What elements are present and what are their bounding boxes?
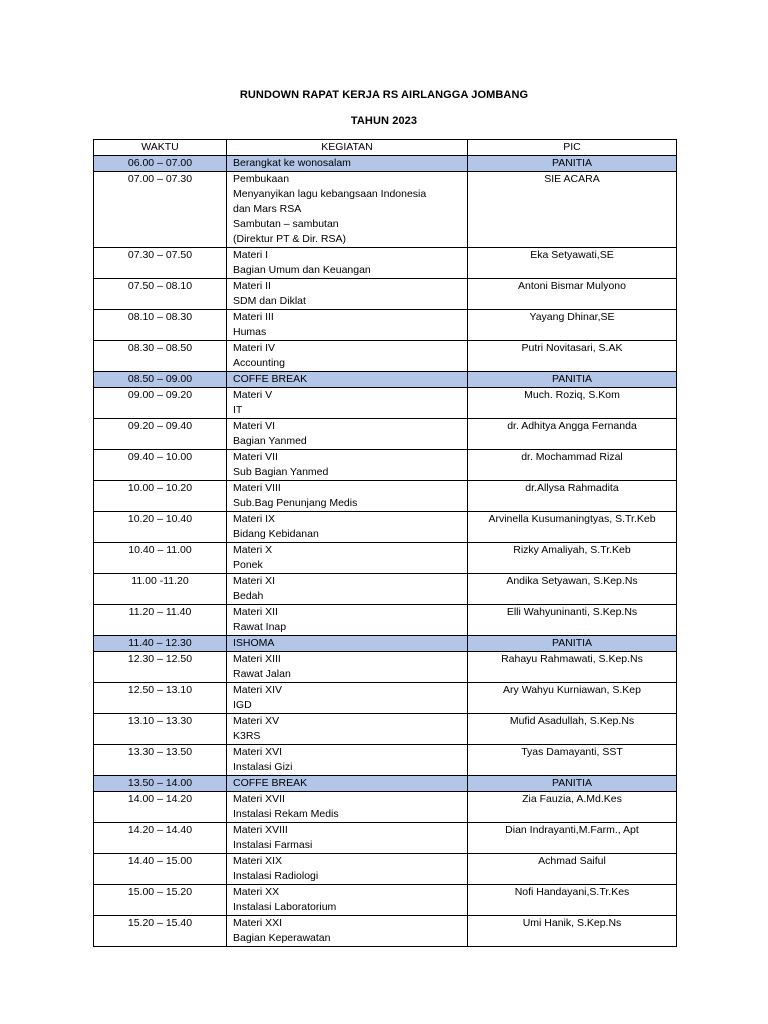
kegiatan-line: Materi XIV — [233, 684, 283, 696]
kegiatan-line: Sub Bagian Yanmed — [233, 466, 329, 478]
cell-waktu: 10.40 – 11.00 — [94, 543, 227, 574]
cell-pic: PANITIA — [468, 372, 677, 388]
kegiatan-line: Bidang Kebidanan — [233, 528, 319, 540]
kegiatan-line: Materi V — [233, 389, 273, 401]
kegiatan-line: Materi III — [233, 311, 274, 323]
table-row — [94, 279, 677, 310]
cell-waktu: 06.00 – 07.00 — [94, 156, 227, 172]
table-row — [94, 652, 677, 683]
cell-waktu: 08.50 – 09.00 — [94, 372, 227, 388]
cell-waktu: 07.00 – 07.30 — [94, 172, 227, 248]
cell-kegiatan — [227, 714, 468, 745]
cell-waktu: 09.40 – 10.00 — [94, 450, 227, 481]
table-row — [94, 310, 677, 341]
kegiatan-line: Instalasi Gizi — [233, 761, 293, 773]
cell-waktu: 12.50 – 13.10 — [94, 683, 227, 714]
cell-pic: Putri Novitasari, S.AK — [468, 341, 677, 372]
header-pic: PIC — [468, 140, 677, 156]
kegiatan-line: Berangkat ke wonosalam — [233, 157, 351, 169]
kegiatan-line: Bagian Umum dan Keuangan — [233, 264, 371, 276]
cell-kegiatan — [227, 885, 468, 916]
table-row — [94, 792, 677, 823]
kegiatan-line: Materi XIX — [233, 855, 283, 867]
cell-pic: Rahayu Rahmawati, S.Kep.Ns — [468, 652, 677, 683]
table-row — [94, 823, 677, 854]
kegiatan-line: Menyanyikan lagu kebangsaan Indonesia — [233, 188, 427, 200]
cell-kegiatan — [227, 823, 468, 854]
cell-kegiatan — [227, 776, 468, 792]
cell-waktu: 11.00 -11.20 — [94, 574, 227, 605]
table-row — [94, 574, 677, 605]
cell-waktu: 07.30 – 07.50 — [94, 248, 227, 279]
kegiatan-line: Instalasi Laboratorium — [233, 901, 337, 913]
kegiatan-line: Materi XVIII — [233, 824, 288, 836]
cell-pic: Dian Indrayanti,M.Farm., Apt — [468, 823, 677, 854]
table-row — [94, 450, 677, 481]
cell-pic: Rizky Amaliyah, S.Tr.Keb — [468, 543, 677, 574]
kegiatan-line: Humas — [233, 326, 267, 338]
table-row — [94, 745, 677, 776]
kegiatan-line: ISHOMA — [233, 637, 275, 649]
cell-kegiatan — [227, 683, 468, 714]
table-row — [94, 683, 677, 714]
cell-kegiatan — [227, 543, 468, 574]
cell-kegiatan — [227, 450, 468, 481]
table-row — [94, 341, 677, 372]
kegiatan-line: Materi XIII — [233, 653, 281, 665]
kegiatan-line: Materi X — [233, 544, 273, 556]
cell-waktu: 11.40 – 12.30 — [94, 636, 227, 652]
cell-waktu: 13.30 – 13.50 — [94, 745, 227, 776]
cell-waktu: 08.30 – 08.50 — [94, 341, 227, 372]
cell-kegiatan — [227, 854, 468, 885]
table-row — [94, 156, 677, 172]
cell-pic: PANITIA — [468, 636, 677, 652]
cell-kegiatan — [227, 512, 468, 543]
kegiatan-line: Materi XVII — [233, 793, 285, 805]
kegiatan-line: Materi VII — [233, 451, 278, 463]
cell-kegiatan — [227, 372, 468, 388]
cell-kegiatan — [227, 172, 468, 248]
kegiatan-line: Sub.Bag Penunjang Medis — [233, 497, 358, 509]
kegiatan-line: IT — [233, 404, 243, 416]
cell-pic: Eka Setyawati,SE — [468, 248, 677, 279]
table-row — [94, 372, 677, 388]
cell-pic: PANITIA — [468, 156, 677, 172]
table-row — [94, 885, 677, 916]
cell-waktu: 09.20 – 09.40 — [94, 419, 227, 450]
table-body — [94, 156, 677, 947]
cell-pic: dr. Adhitya Angga Fernanda — [468, 419, 677, 450]
kegiatan-line: Materi II — [233, 280, 271, 292]
cell-pic: Antoni Bismar Mulyono — [468, 279, 677, 310]
cell-waktu: 15.00 – 15.20 — [94, 885, 227, 916]
cell-kegiatan — [227, 419, 468, 450]
cell-waktu: 11.20 – 11.40 — [94, 605, 227, 636]
table-row — [94, 776, 677, 792]
kegiatan-line: dan Mars RSA — [233, 203, 302, 215]
kegiatan-line: Materi XII — [233, 606, 278, 618]
cell-pic: Zia Fauzia, A.Md.Kes — [468, 792, 677, 823]
kegiatan-line: COFFE BREAK — [233, 373, 308, 385]
cell-pic: Much. Roziq, S.Kom — [468, 388, 677, 419]
header-waktu: WAKTU — [94, 140, 227, 156]
kegiatan-line: Materi XXI — [233, 917, 283, 929]
cell-waktu: 14.40 – 15.00 — [94, 854, 227, 885]
cell-pic: Achmad Saiful — [468, 854, 677, 885]
cell-waktu: 10.20 – 10.40 — [94, 512, 227, 543]
cell-waktu: 07.50 – 08.10 — [94, 279, 227, 310]
cell-kegiatan — [227, 652, 468, 683]
kegiatan-line: Materi IX — [233, 513, 276, 525]
kegiatan-line: Materi VI — [233, 420, 276, 432]
cell-waktu: 14.00 – 14.20 — [94, 792, 227, 823]
document-title: RUNDOWN RAPAT KERJA RS AIRLANGGA JOMBANG — [239, 89, 529, 101]
cell-pic: PANITIA — [468, 776, 677, 792]
kegiatan-line: Instalasi Rekam Medis — [233, 808, 339, 820]
kegiatan-line: Materi XV — [233, 715, 280, 727]
header-kegiatan: KEGIATAN — [227, 140, 468, 156]
cell-pic: Arvinella Kusumaningtyas, S.Tr.Keb — [468, 512, 677, 543]
cell-waktu: 08.10 – 08.30 — [94, 310, 227, 341]
table-header-row — [94, 140, 677, 156]
table-row — [94, 388, 677, 419]
cell-kegiatan — [227, 156, 468, 172]
kegiatan-line: (Direktur PT & Dir. RSA) — [233, 233, 346, 245]
cell-pic: Nofi Handayani,S.Tr.Kes — [468, 885, 677, 916]
kegiatan-line: Materi I — [233, 249, 269, 261]
kegiatan-line: Instalasi Radiologi — [233, 870, 319, 882]
cell-pic: Elli Wahyuninanti, S.Kep.Ns — [468, 605, 677, 636]
cell-pic: SIE ACARA — [468, 172, 677, 248]
cell-pic: Mufid Asadullah, S.Kep.Ns — [468, 714, 677, 745]
cell-waktu: 13.10 – 13.30 — [94, 714, 227, 745]
kegiatan-line: Materi XX — [233, 886, 280, 898]
kegiatan-line: Rawat Inap — [233, 621, 287, 633]
table-row — [94, 636, 677, 652]
kegiatan-line: Pembukaan — [233, 173, 290, 185]
cell-kegiatan — [227, 916, 468, 947]
cell-waktu: 13.50 – 14.00 — [94, 776, 227, 792]
table-row — [94, 512, 677, 543]
table-row — [94, 605, 677, 636]
cell-kegiatan — [227, 745, 468, 776]
cell-kegiatan — [227, 574, 468, 605]
table-row — [94, 916, 677, 947]
rundown-table — [93, 139, 677, 947]
kegiatan-line: Sambutan – sambutan — [233, 218, 339, 230]
cell-waktu: 12.30 – 12.50 — [94, 652, 227, 683]
table-row — [94, 248, 677, 279]
table-row — [94, 419, 677, 450]
cell-kegiatan — [227, 279, 468, 310]
cell-kegiatan — [227, 792, 468, 823]
cell-kegiatan — [227, 636, 468, 652]
kegiatan-line: Bedah — [233, 590, 264, 602]
table-row — [94, 481, 677, 512]
kegiatan-line: Rawat Jalan — [233, 668, 291, 680]
cell-pic: dr.Allysa Rahmadita — [468, 481, 677, 512]
kegiatan-line: Instalasi Farmasi — [233, 839, 313, 851]
cell-waktu: 15.20 – 15.40 — [94, 916, 227, 947]
kegiatan-line: K3RS — [233, 730, 261, 742]
kegiatan-line: Bagian Yanmed — [233, 435, 307, 447]
kegiatan-line: COFFE BREAK — [233, 777, 308, 789]
cell-kegiatan — [227, 481, 468, 512]
cell-waktu: 14.20 – 14.40 — [94, 823, 227, 854]
cell-waktu: 09.00 – 09.20 — [94, 388, 227, 419]
kegiatan-line: Accounting — [233, 357, 285, 369]
table-row — [94, 714, 677, 745]
cell-pic: Yayang Dhinar,SE — [468, 310, 677, 341]
table-row — [94, 854, 677, 885]
kegiatan-line: IGD — [233, 699, 252, 711]
kegiatan-line: SDM dan Diklat — [233, 295, 306, 307]
cell-pic: Ary Wahyu Kurniawan, S.Kep — [468, 683, 677, 714]
cell-kegiatan — [227, 310, 468, 341]
kegiatan-line: Bagian Keperawatan — [233, 932, 331, 944]
cell-kegiatan — [227, 341, 468, 372]
table-row — [94, 172, 677, 248]
kegiatan-line: Materi XVI — [233, 746, 283, 758]
kegiatan-line: Materi IV — [233, 342, 276, 354]
cell-pic: Andika Setyawan, S.Kep.Ns — [468, 574, 677, 605]
cell-waktu: 10.00 – 10.20 — [94, 481, 227, 512]
document-subtitle: TAHUN 2023 — [350, 115, 418, 127]
cell-kegiatan — [227, 388, 468, 419]
cell-pic: dr. Mochammad Rizal — [468, 450, 677, 481]
cell-kegiatan — [227, 605, 468, 636]
kegiatan-line: Materi VIII — [233, 482, 281, 494]
kegiatan-line: Materi XI — [233, 575, 276, 587]
kegiatan-line: Ponek — [233, 559, 263, 571]
table-row — [94, 543, 677, 574]
cell-pic: Tyas Damayanti, SST — [468, 745, 677, 776]
cell-pic: Umi Hanik, S.Kep.Ns — [468, 916, 677, 947]
cell-kegiatan — [227, 248, 468, 279]
